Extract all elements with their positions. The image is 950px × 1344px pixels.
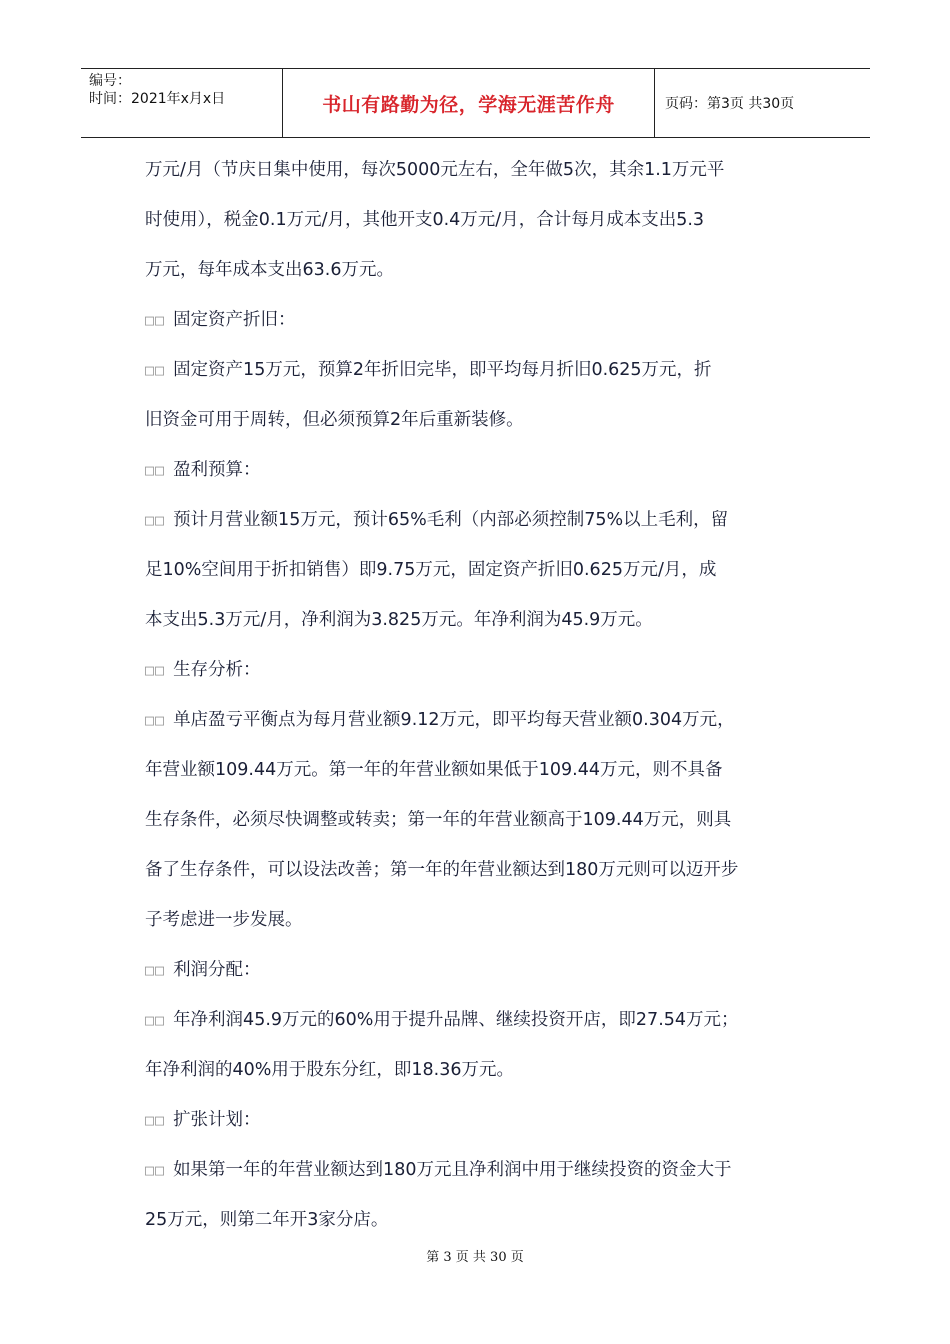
missing-glyph-bullet-icon: □□ [145,361,166,379]
text-line [145,195,805,245]
text-line [145,1145,805,1195]
body-paragraph [145,995,805,1095]
line-text: 利润分配： [173,960,261,980]
section-heading [145,295,805,345]
line-text: 固定资产15万元，预算2年折旧完毕，即平均每月折旧0.625万元，折 [173,360,712,380]
text-line [145,245,805,295]
line-text: 足10%空间用于折扣销售）即9.75万元，固定资产折旧0.625万元/月，成 [145,560,717,580]
line-text: 时使用），税金0.1万元/月，其他开支0.4万元/月，合计每月成本支出5.3 [145,210,705,230]
section-heading [145,445,805,495]
text-line [145,595,805,645]
text-line [145,495,805,545]
text-line [145,695,805,745]
line-text: 盈利预算： [173,460,261,480]
missing-glyph-bullet-icon: □□ [145,1161,166,1179]
section-heading [145,1095,805,1145]
text-line [145,745,805,795]
line-text: 预计月营业额15万元，预计65%毛利（内部必须控制75%以上毛利，留 [173,510,729,530]
text-line [145,445,805,495]
text-line [145,945,805,995]
line-text: 年净利润的40%用于股东分红，即18.36万元。 [145,1060,514,1080]
header-meta [81,69,283,137]
line-text: 年营业额109.44万元。第一年的年营业额如果低于109.44万元，则不具备 [145,760,723,780]
line-text: 生存分析： [173,660,261,680]
section-heading [145,645,805,695]
document-header [81,68,870,138]
text-line [145,1095,805,1145]
text-line [145,895,805,945]
line-text: 如果第一年的年营业额达到180万元且净利润中用于继续投资的资金大于 [173,1160,732,1180]
line-text: 备了生存条件，可以设法改善；第一年的年营业额达到180万元则可以迈开步 [145,860,739,880]
header-page-info: 页码：第3页 共30页 [665,96,795,112]
document-number-label: 编号： [89,73,131,89]
missing-glyph-bullet-icon: □□ [145,961,166,979]
body-paragraph [145,495,805,645]
line-text: 万元/月（节庆日集中使用，每次5000元左右，全年做5次，其余1.1万元平 [145,160,725,180]
body-paragraph [145,695,805,945]
text-line [145,395,805,445]
missing-glyph-bullet-icon: □□ [145,311,166,329]
missing-glyph-bullet-icon: □□ [145,661,166,679]
page-footer: 第 3 页 共 30 页 [426,1250,524,1265]
line-text: 扩张计划： [173,1110,261,1130]
text-line [145,995,805,1045]
line-text: 单店盈亏平衡点为每月营业额9.12万元，即平均每天营业额0.304万元， [173,710,735,730]
text-line [145,795,805,845]
line-text: 旧资金可用于周转，但必须预算2年后重新装修。 [145,410,524,430]
missing-glyph-bullet-icon: □□ [145,511,166,529]
line-text: 固定资产折旧： [173,310,296,330]
text-line [145,295,805,345]
text-line [145,345,805,395]
missing-glyph-bullet-icon: □□ [145,1111,166,1129]
document-date: 时间：2021年x月x日 [89,91,226,107]
line-text: 本支出5.3万元/月，净利润为3.825万元。年净利润为45.9万元。 [145,610,653,630]
line-text: 25万元，则第二年开3家分店。 [145,1210,389,1230]
text-line [145,545,805,595]
missing-glyph-bullet-icon: □□ [145,461,166,479]
section-heading [145,945,805,995]
text-line [145,145,805,195]
text-line [145,645,805,695]
body-paragraph [145,1145,805,1245]
line-text: 子考虑进一步发展。 [145,910,303,930]
text-line [145,1045,805,1095]
body-paragraph [145,345,805,445]
header-motto: 书山有路勤为径，学海无涯苦作舟 [283,69,655,137]
line-text: 生存条件，必须尽快调整或转卖；第一年的年营业额高于109.44万元，则具 [145,810,732,830]
missing-glyph-bullet-icon: □□ [145,711,166,729]
missing-glyph-bullet-icon: □□ [145,1011,166,1029]
text-line [145,845,805,895]
text-line [145,1195,805,1245]
line-text: 年净利润45.9万元的60%用于提升品牌、继续投资开店，即27.54万元； [173,1010,739,1030]
line-text: 万元，每年成本支出63.6万元。 [145,260,394,280]
body-paragraph [145,145,805,295]
document-body [145,145,805,1245]
